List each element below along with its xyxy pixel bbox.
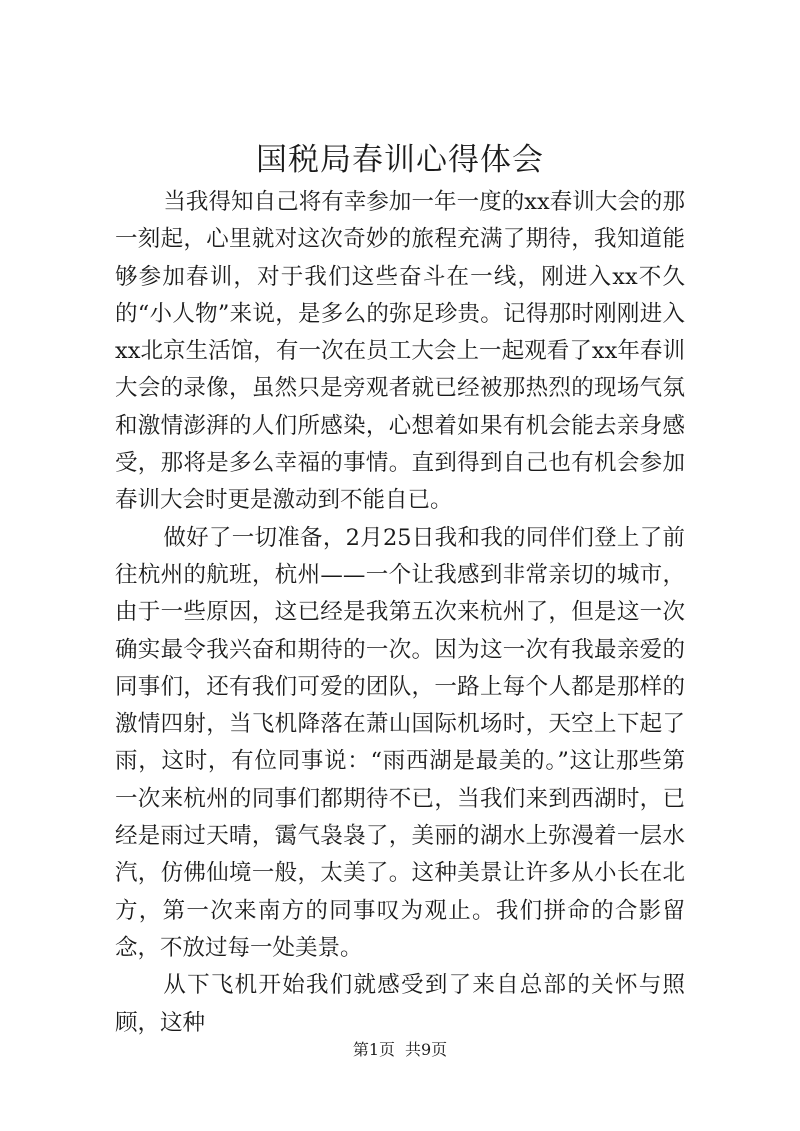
paragraph-3: 从下飞机开始我们就感受到了来自总部的关怀与照顾，这种 [115,972,685,1036]
paragraph-1: 当我得知自己将有幸参加一年一度的xx春训大会的那一刻起，心里就对这次奇妙的旅程充满了期待，我知道能够参加春训，对于我们这些奋斗在一线，刚进入xx不久的“小人物”来说，是多么的弥足珍贵。记得那时刚刚进入xx北京生活馆，有一次在员工大会上一起观看了xx年春训大会的录像，虽然只是旁观者就已经被那热烈的现场气氛和激情澎湃的人们所感染，心想着如果有机会能去亲身感受，那将是多么幸福的事情。直到得到自己也有机会参加春训大会时更是激动到不能自已。 [115,189,685,514]
page-number: 第1页 [352,1040,395,1059]
document-body [115,184,685,1042]
document-title: 国税局春训心得体会 [256,142,544,178]
page-total: 共9页 [405,1040,448,1059]
paragraph-2: 做好了一切准备，2月25日我和我的同伴们登上了前往杭州的航班，杭州——一个让我感到非常亲切的城市，由于一些原因，这已经是我第五次来杭州了，但是这一次确实最令我兴奋和期待的一次。因为这一次有我最亲爱的同事们，还有我们可爱的团队，一路上每个人都是那样的激情四射，当飞机降落在萧山国际机场时，天空上下起了雨，这时，有位同事说：“雨西湖是最美的。”这让那些第一次来杭州的同事们都期待不已，当我们来到西湖时，已经是雨过天晴，霭气袅袅了，美丽的湖水上弥漫着一层水汽，仿佛仙境一般，太美了。这种美景让许多从小长在北方，第一次来南方的同事叹为观止。我们拼命的合影留念，不放过每一处美景。 [115,524,685,961]
page-footer [0,1040,800,1060]
